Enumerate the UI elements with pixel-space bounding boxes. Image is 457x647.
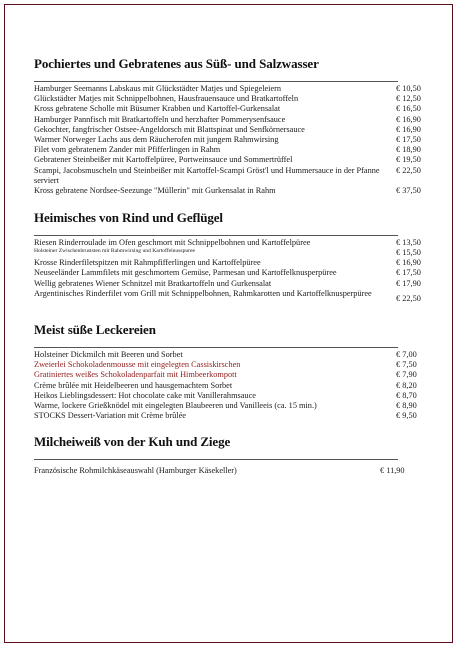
menu-item	[34, 135, 426, 145]
menu-item	[34, 360, 426, 370]
item-list	[34, 466, 426, 476]
item-price: € 22,50	[396, 293, 421, 303]
section-divider	[34, 81, 398, 82]
section-heading: Heimisches von Rind und Geflügel	[34, 210, 223, 225]
menu-item	[34, 238, 426, 248]
menu-item	[34, 248, 426, 258]
item-text: Wellig gebratenes Wiener Schnitzel mit Bratkartoffeln und Gurkensalat	[34, 278, 272, 288]
item-price: € 16,50	[396, 104, 421, 114]
section-heading: Pochiertes und Gebratenes aus Süß- und Salzwasser	[34, 56, 319, 71]
item-text: Holsteiner Zwischenbruststen mit Rahmwirsing und Kartoffelnusspuree	[34, 248, 195, 255]
item-price: € 12,50	[396, 94, 421, 104]
item-text: Krosse Rinderfiletspitzen mit Rahmpfifferlingen und Kartoffelpüree	[34, 258, 261, 268]
menu-item	[34, 84, 426, 94]
section-fish	[34, 56, 426, 196]
item-price: € 7,00	[396, 350, 417, 359]
item-price: € 7,90	[396, 370, 417, 380]
item-text: Gebratener Steinbeißer mit Kartoffelpüree, Portweinsauce und Sommertrüffel	[34, 155, 293, 165]
item-price: € 16,90	[396, 124, 421, 134]
item-text: Kross gebratene Nordsee-Seezunge "Müllerin" mit Gurkensalat in Rahm	[34, 186, 276, 196]
item-price: € 16,90	[396, 258, 421, 268]
menu-item	[34, 288, 426, 303]
menu-item	[34, 466, 426, 476]
item-price: € 10,50	[396, 84, 421, 93]
item-price: € 11,90	[380, 466, 405, 475]
item-price: € 19,50	[396, 155, 421, 165]
section-meat	[34, 210, 426, 303]
section-cheese	[34, 434, 426, 476]
item-text: Hamburger Pannfisch mit Bratkartoffeln und herzhafter Pommerysenfsauce	[34, 114, 286, 124]
item-price: € 13,50	[396, 238, 421, 247]
item-list	[34, 350, 426, 421]
menu-item	[34, 145, 426, 155]
menu-item	[34, 155, 426, 165]
item-text: Scampi, Jacobsmuscheln und Steinbeißer mit Kartoffel-Scampi Gröst'l und Hummersauce in der Pfanne serviert	[34, 165, 380, 185]
item-text: Warmer Norweger Lachs aus dem Räucherofen mit jungem Rahmwirsing	[34, 135, 279, 145]
item-price: € 7,50	[396, 360, 417, 370]
menu-item	[34, 115, 426, 125]
menu-item	[34, 391, 426, 401]
item-text: Zweierlei Schokoladenmousse mit eingelegten Cassiskirschen	[34, 360, 241, 370]
item-text: Glückstädter Matjes mit Schnippelbohnen, Hausfrauensauce und Bratkartoffeln	[34, 94, 299, 104]
menu-item	[34, 401, 426, 411]
item-text: Crème brûlée mit Heidelbeeren und hausgemachtem Sorbet	[34, 380, 233, 390]
menu-item	[34, 350, 426, 360]
menu-item	[34, 104, 426, 114]
item-text: Argentinisches Rinderfilet vom Grill mit Schnippelbohnen, Rahmkarotten und Kartoffelknusperpüree	[34, 288, 372, 298]
item-list	[34, 84, 426, 196]
item-text: Heikos Lieblingsdessert: Hot chocolate cake mit Vanillerahmsauce	[34, 390, 256, 400]
item-price: € 17,90	[396, 278, 421, 288]
item-price: € 17,50	[396, 268, 421, 278]
menu-item	[34, 381, 426, 391]
item-price: € 18,90	[396, 145, 421, 155]
item-price: € 17,50	[396, 135, 421, 145]
menu-item	[34, 94, 426, 104]
item-text: Holsteiner Dickmilch mit Beeren und Sorbet	[34, 350, 183, 359]
item-price: € 15,50	[396, 248, 421, 258]
item-price: € 37,50	[396, 186, 421, 196]
item-text: Warme, lockere Grießknödel mit eingelegten Blaubeeren und Vanilleeis (ca. 15 min.)	[34, 401, 317, 411]
menu-item	[34, 268, 426, 278]
menu-item	[34, 370, 426, 380]
section-divider	[34, 347, 398, 348]
item-list	[34, 238, 426, 303]
item-text: Kross gebratene Scholle mit Büsumer Krabben und Kartoffel-Gurkensalat	[34, 104, 281, 114]
item-price: € 8,70	[396, 390, 417, 400]
item-text: Gekochter, fangfrischer Ostsee-Angeldorsch mit Blattspinat und Senfkörnersauce	[34, 124, 305, 134]
item-text: STOCKS Dessert-Variation mit Crème brûlée	[34, 411, 186, 421]
item-text: Hamburger Seemanns Labskaus mit Glückstädter Matjes und Spiegeleiern	[34, 84, 282, 93]
menu-item	[34, 166, 426, 186]
section-divider	[34, 459, 398, 460]
item-price: € 9,50	[396, 411, 417, 421]
menu-item	[34, 258, 426, 268]
item-price: € 8,90	[396, 401, 417, 411]
section-desserts	[34, 322, 426, 421]
menu-item	[34, 411, 426, 421]
item-price: € 16,90	[396, 114, 421, 124]
section-divider	[34, 235, 398, 236]
item-price: € 8,20	[396, 380, 417, 390]
menu-item	[34, 279, 426, 289]
item-text: Gratiniertes weißes Schokoladenparfait mit Himbeerkompott	[34, 370, 237, 380]
item-text: Französische Rohmilchkäseauswahl (Hamburger Käsekeller)	[34, 466, 237, 475]
item-price: € 22,50	[396, 165, 421, 175]
menu-page	[4, 4, 453, 643]
section-heading: Meist süße Leckereien	[34, 322, 156, 337]
section-heading: Milcheiweiß von der Kuh und Ziege	[34, 434, 231, 449]
menu-item	[34, 125, 426, 135]
item-text: Filet vom gebratenem Zander mit Pfifferlingen in Rahm	[34, 145, 221, 155]
item-text: Riesen Rinderroulade im Ofen geschmort mit Schnippelbohnen und Kartoffelpüree	[34, 238, 311, 247]
item-text: Neuseeländer Lammfilets mit geschmortem Gemüse, Parmesan und Kartoffelknusperpüree	[34, 268, 337, 278]
menu-item	[34, 186, 426, 196]
